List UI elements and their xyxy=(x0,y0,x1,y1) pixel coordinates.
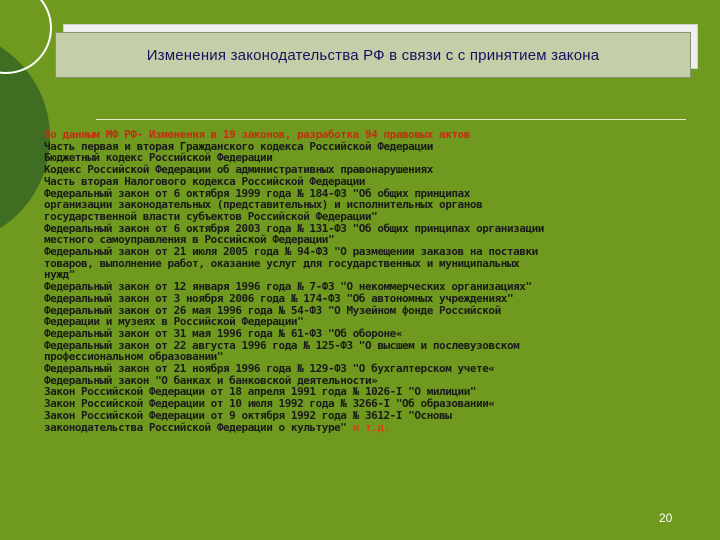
text-line: профессиональном образовании" xyxy=(44,350,224,364)
text-line: товаров, выполнение работ, оказание услуг для государственных и муниципальных xyxy=(44,256,520,270)
text-line: Федеральный закон от 21 ноября 1996 года № 129-ФЗ "О бухгалтерском учете« xyxy=(44,362,495,376)
text-line: Закон Российской Федерации от 10 июля 1992 года № 3266-I "Об образовании« xyxy=(44,397,495,411)
text-line: Федеральный закон от 3 ноября 2006 года № 174-ФЗ "Об автономных учреждениях" xyxy=(44,291,514,305)
text-line: Федеральный закон от 12 января 1996 года № 7-ФЗ "О некоммерческих организациях" xyxy=(44,280,532,294)
text-line xyxy=(44,422,694,434)
text-line: Федеральный закон от 21 июля 2005 года № 94-ФЗ "О размещении заказов на поставки xyxy=(44,245,538,259)
body-text xyxy=(44,129,694,433)
text-line: Федеральный закон "О банках и банковской деятельности» xyxy=(44,373,378,387)
text-line: Бюджетный кодекс Российской Федерации xyxy=(44,151,273,165)
text-line: По данным МФ РФ- Изменения в 19 законов, разработка 94 правовых актов xyxy=(44,128,470,141)
slide-title: Изменения законодательства РФ в связи с с принятием закона xyxy=(146,46,600,64)
text-line: Федеральный закон от 6 октября 2003 года № 131-ФЗ "Об общих принципах организации xyxy=(44,221,544,235)
page-number: 20 xyxy=(659,511,673,525)
text-line: Часть вторая Налогового кодекса Российской Федерации xyxy=(44,174,365,188)
text-line: Закон Российской Федерации от 18 апреля 1991 года № 1026-I "О милиции" xyxy=(44,385,477,399)
title-box xyxy=(55,32,691,78)
text-line: Федеральный закон от 26 мая 1996 года № 54-ФЗ "О Музейном фонде Российской xyxy=(44,303,501,317)
text-line: Федерации и музеях в Российской Федерации" xyxy=(44,315,304,329)
text-line: Часть первая и вторая Гражданского кодекса Российской Федерации xyxy=(44,139,433,153)
last-line-text: законодательства Российской Федерации о культуре" xyxy=(44,420,347,434)
divider-line xyxy=(96,119,686,120)
text-line: государственной власти субъектов Российской Федерации" xyxy=(44,209,378,223)
decorative-ring xyxy=(0,0,52,74)
text-line: Федеральный закон от 22 августа 1996 года № 125-ФЗ "О высшем и послевузовском xyxy=(44,338,520,352)
text-line: Кодекс Российской Федерации об административных правонарушениях xyxy=(44,163,433,177)
closing-text: и т.д. xyxy=(352,420,390,434)
text-line: местного самоуправления в Российской Федерации" xyxy=(44,233,335,247)
text-line: Федеральный закон от 31 мая 1996 года № 61-ФЗ "Об обороне« xyxy=(44,326,403,340)
text-line: Федеральный закон от 6 октября 1999 года № 184-ФЗ "Об общих принципах xyxy=(44,186,470,200)
text-line: Закон Российской Федерации от 9 октября 1992 года № 3612-I "Основы xyxy=(44,408,452,422)
text-line: нужд" xyxy=(44,268,75,282)
text-line: организации законодательных (представительных) и исполнительных органов xyxy=(44,198,483,212)
